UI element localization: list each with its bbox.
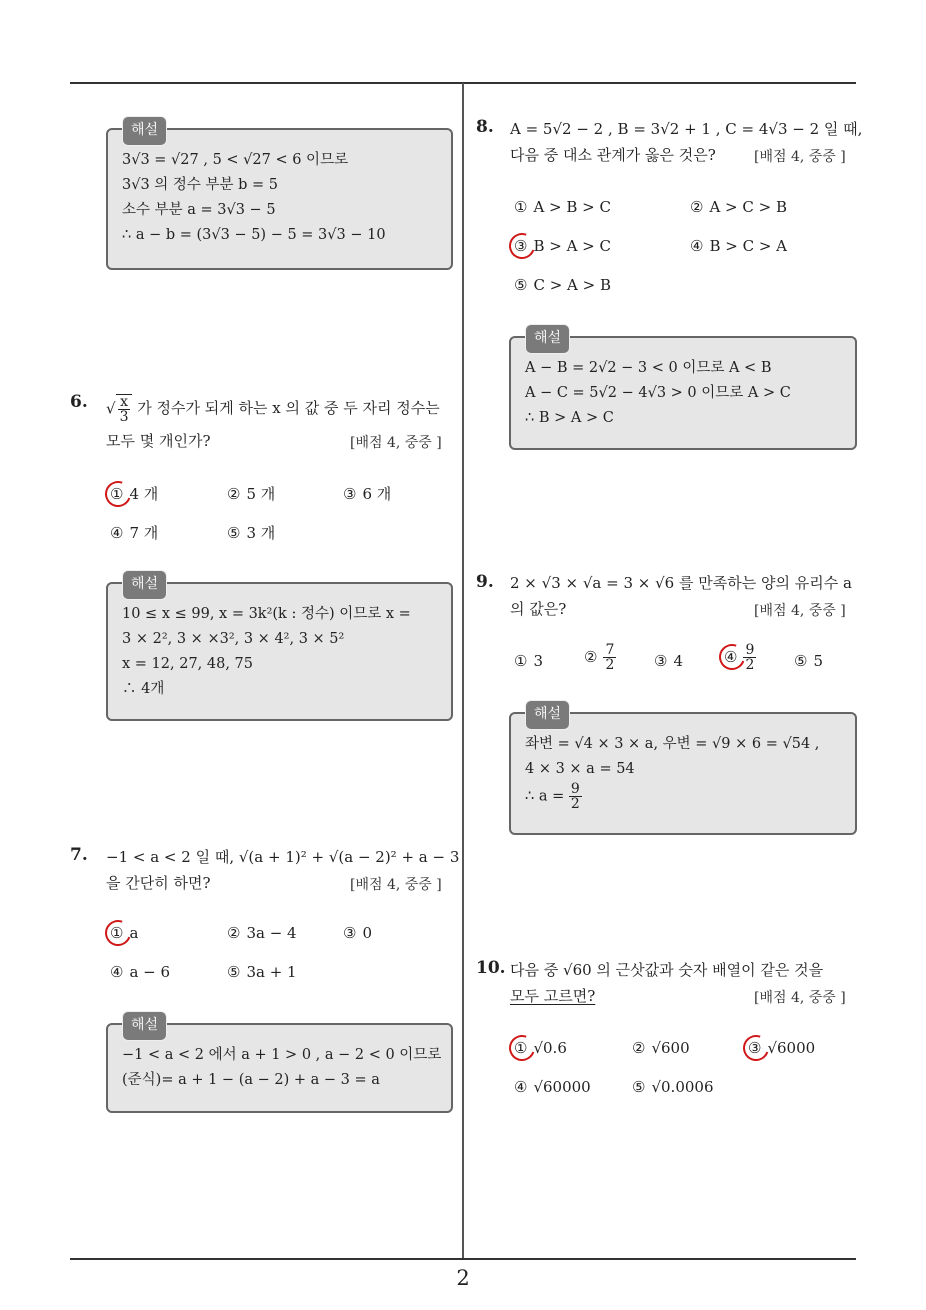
solution-line: −1 < a < 2 에서 a + 1 > 0 , a − 2 < 0 이므로 xyxy=(122,1047,442,1063)
page-number: 2 xyxy=(456,1266,470,1290)
question-number: 8. xyxy=(476,117,494,137)
option-2[interactable]: ② √600 xyxy=(632,1039,690,1057)
solution-line: ∴ a − b = (3√3 − 5) − 5 = 3√3 − 10 xyxy=(122,227,386,243)
option-4[interactable]: ④ √60000 xyxy=(514,1078,591,1096)
option-4[interactable]: ④ a − 6 xyxy=(110,963,171,981)
question-meta: [배점 4, 중중 ] xyxy=(350,877,442,893)
option-5[interactable]: ⑤ √0.0006 xyxy=(632,1078,714,1096)
option-2[interactable]: ② A > C > B xyxy=(690,198,787,216)
option-1[interactable]: ① 3 xyxy=(514,652,543,670)
question-meta: [배점 4, 중중 ] xyxy=(754,149,846,165)
solution-line: 3 × 2², 3 × ×3², 3 × 4², 3 × 5² xyxy=(122,631,345,647)
solution-tag: 해설 xyxy=(122,1011,167,1041)
solution-box-q8 xyxy=(509,330,857,450)
solution-line: A − C = 5√2 − 4√3 > 0 이므로 A > C xyxy=(525,385,791,401)
question-text: 2 × √3 × √a = 3 × √6 를 만족하는 양의 유리수 a xyxy=(510,574,852,592)
bottom-rule xyxy=(70,1258,856,1260)
question-meta: [배점 4, 중중 ] xyxy=(754,990,846,1006)
solution-line: 소수 부분 a = 3√3 − 5 xyxy=(122,202,276,218)
option-1[interactable]: ① 4 개 xyxy=(110,485,159,503)
solution-tag: 해설 xyxy=(525,700,570,730)
option-1[interactable]: ① A > B > C xyxy=(514,198,611,216)
option-3[interactable]: ③ 6 개 xyxy=(343,485,392,503)
solution-line: ∴ 4개 xyxy=(122,681,165,697)
question-text: −1 < a < 2 일 때, √(a + 1)² + √(a − 2)² + a − 3 xyxy=(106,848,460,866)
question-meta: [배점 4, 중중 ] xyxy=(754,603,846,619)
question-number: 7. xyxy=(70,845,88,865)
option-5[interactable]: ⑤ 5 xyxy=(794,652,823,670)
question-text: 다음 중 √60 의 근삿값과 숫자 배열이 같은 것을 xyxy=(510,961,824,979)
solution-line: 10 ≤ x ≤ 99, x = 3k²(k : 정수) 이므로 x = xyxy=(122,606,411,622)
solution-box-q6 xyxy=(106,576,453,721)
option-5[interactable]: ⑤ 3 개 xyxy=(227,524,276,542)
option-4[interactable]: ④ 7 개 xyxy=(110,524,159,542)
solution-line: (준식)= a + 1 − (a − 2) + a − 3 = a xyxy=(122,1072,380,1088)
question-text-line2: 을 간단히 하면? xyxy=(106,874,211,892)
sqrt-fraction: √ $\frac{x}{3}$ xyxy=(106,394,132,424)
option-5[interactable]: ⑤ 3a + 1 xyxy=(227,963,297,981)
question-text-line2: 다음 중 대소 관계가 옳은 것은? xyxy=(510,146,716,164)
solution-line: 3√3 의 정수 부분 b = 5 xyxy=(122,177,279,193)
solution-tag: 해설 xyxy=(122,116,167,146)
option-3[interactable]: ③ 4 xyxy=(654,652,683,670)
solution-line: ∴ a = $\frac{9}{2}$ xyxy=(525,781,580,812)
option-3[interactable]: ③ 0 xyxy=(343,924,372,942)
option-2[interactable]: ② $\frac{7}{2}$ xyxy=(584,642,615,673)
solution-line: 4 × 3 × a = 54 xyxy=(525,761,635,777)
column-divider xyxy=(462,83,464,1259)
question-number: 6. xyxy=(70,392,88,412)
option-4[interactable]: ④ B > C > A xyxy=(690,237,787,255)
solution-box-q9 xyxy=(509,706,857,835)
solution-tag: 해설 xyxy=(525,324,570,354)
question-text-line2: 모두 고르면? xyxy=(510,987,596,1005)
question-text: A = 5√2 − 2 , B = 3√2 + 1 , C = 4√3 − 2 일 때, xyxy=(510,120,863,138)
option-5[interactable]: ⑤ C > A > B xyxy=(514,276,611,294)
question-number: 9. xyxy=(476,572,494,592)
option-1[interactable]: ① √0.6 xyxy=(514,1039,567,1057)
option-2[interactable]: ② 5 개 xyxy=(227,485,276,503)
solution-line: A − B = 2√2 − 3 < 0 이므로 A < B xyxy=(525,360,772,376)
solution-line: 3√3 = √27 , 5 < √27 < 6 이므로 xyxy=(122,152,349,168)
solution-box-q7 xyxy=(106,1017,453,1113)
question-text-line2: 모두 몇 개인가? xyxy=(106,432,211,450)
option-3[interactable]: ③ √6000 xyxy=(748,1039,816,1057)
question-text-line2: 의 값은? xyxy=(510,600,567,618)
solution-box-q5 xyxy=(106,122,453,270)
solution-line: x = 12, 27, 48, 75 xyxy=(122,656,254,672)
option-4[interactable]: ④ $\frac{9}{2}$ xyxy=(724,642,755,673)
option-1[interactable]: ① a xyxy=(110,924,139,942)
solution-tag: 해설 xyxy=(122,570,167,600)
question-number: 10. xyxy=(476,958,506,978)
solution-line: 좌변 = √4 × 3 × a, 우변 = √9 × 6 = √54 , xyxy=(525,736,820,752)
question-text: √ $\frac{x}{3}$ 가 정수가 되게 하는 x 의 값 중 두 자리 정수는 xyxy=(106,394,440,425)
question-meta: [배점 4, 중중 ] xyxy=(350,435,442,451)
option-3[interactable]: ③ B > A > C xyxy=(514,237,611,255)
solution-line: ∴ B > A > C xyxy=(525,410,614,426)
option-2[interactable]: ② 3a − 4 xyxy=(227,924,297,942)
